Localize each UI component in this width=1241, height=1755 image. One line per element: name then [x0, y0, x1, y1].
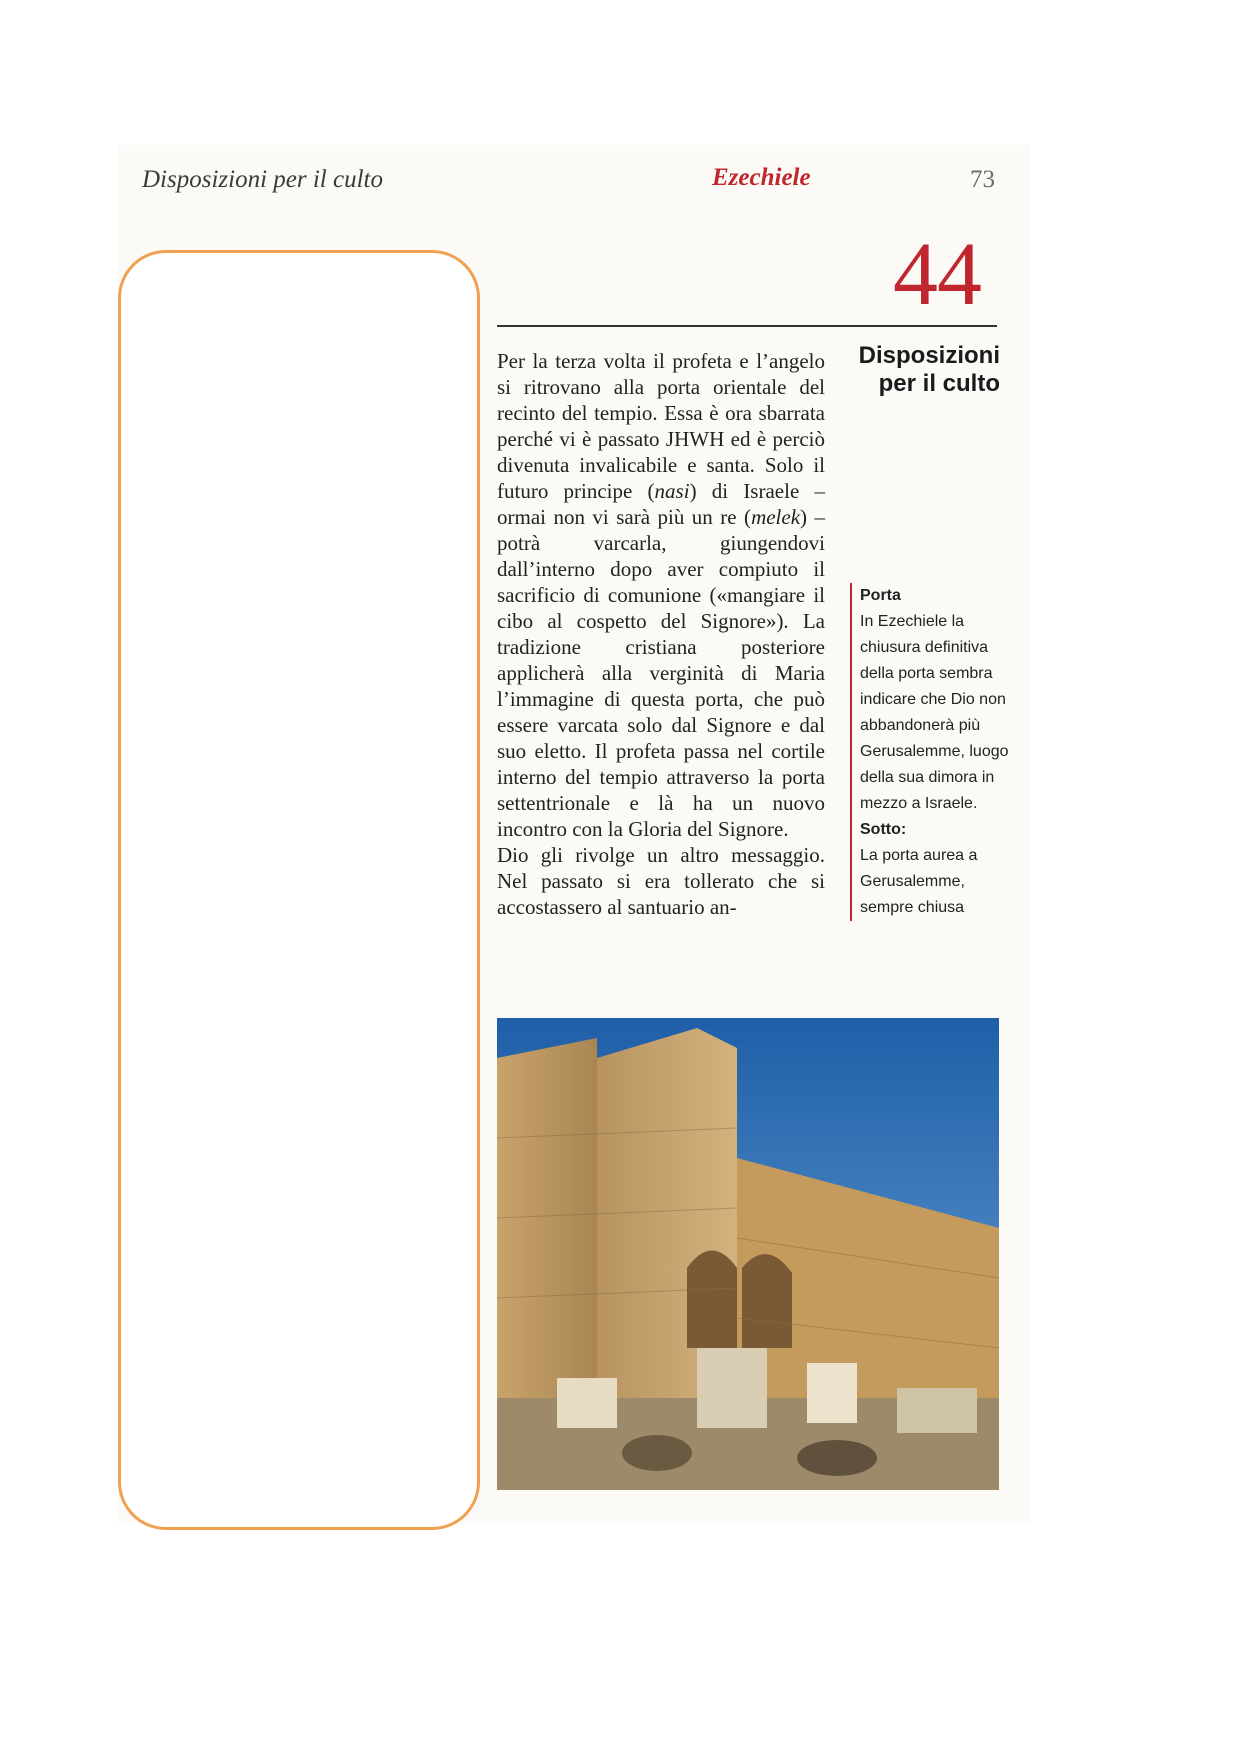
sidebar-note: [850, 583, 1010, 921]
term-nasi: nasi: [654, 479, 690, 503]
gate-arch-left: [687, 1251, 737, 1349]
empty-note-box: [118, 250, 480, 1530]
sheep: [797, 1440, 877, 1476]
body-text: [497, 348, 825, 920]
paragraph-1-part-1: Per la terza volta il profeta e l’angelo si ritrovano alla porta orientale del recinto del tempio. Essa è ora sbarrata perché vi è passato JHWH ed è perciò divenuta invalicabile e santa. Solo il futuro principe (: [497, 349, 825, 503]
gate-arch-right: [742, 1254, 792, 1348]
paragraph-1-part-3: ) – potrà varcarla, giungendovi dall’interno dopo aver compiuto il sacrificio di comunione («mangiare il cibo al cospetto del Signore»). La tradizione cristiana posteriore applicherà alla verginità di Maria l’immagine di questa porta, che può essere varcata solo dal Signore e dal suo eletto. Il profeta passa nel cortile interno del tempio attraverso la porta settentrionale e là ha un nuovo incontro con la Gloria del Signore.: [497, 505, 825, 841]
term-melek: melek: [751, 505, 801, 529]
paragraph-1: [497, 348, 825, 842]
section-title-line1: Disposizioni: [858, 342, 1000, 369]
paragraph-1-part-2: ) di Israele – ormai non vi sarà più un re (: [497, 479, 825, 529]
caption-heading: Sotto:: [860, 821, 907, 838]
section-title-line2: per il culto: [878, 370, 1000, 397]
tombstone: [807, 1363, 857, 1423]
sheep: [622, 1435, 692, 1471]
golden-gate-photo: [497, 1018, 999, 1490]
tombstone: [557, 1378, 617, 1428]
tombstone: [697, 1348, 767, 1428]
caption-text: La porta aurea a Gerusalemme, sempre chiusa: [860, 847, 978, 916]
page-number: 73: [970, 166, 995, 193]
running-header-section: Disposizioni per il culto: [142, 166, 383, 193]
paragraph-2: Dio gli rivolge un altro messaggio. Nel passato si era tollerato che si accostassero al santuario an-: [497, 843, 825, 919]
chapter-number: 44: [893, 225, 981, 324]
divider-rule: [497, 325, 997, 327]
section-title: [840, 342, 1000, 398]
left-wall: [497, 1038, 597, 1418]
tombstone: [897, 1388, 977, 1433]
sidebar-text: In Ezechiele la chiusura definitiva della porta sembra indicare che Dio non abbandonerà più Gerusalemme, luogo della sua dimora in mezzo a Israele.: [860, 613, 1009, 812]
running-header-book: Ezechiele: [712, 164, 811, 191]
golden-gate-illustration: [497, 1018, 999, 1490]
sidebar-heading: Porta: [860, 587, 901, 604]
